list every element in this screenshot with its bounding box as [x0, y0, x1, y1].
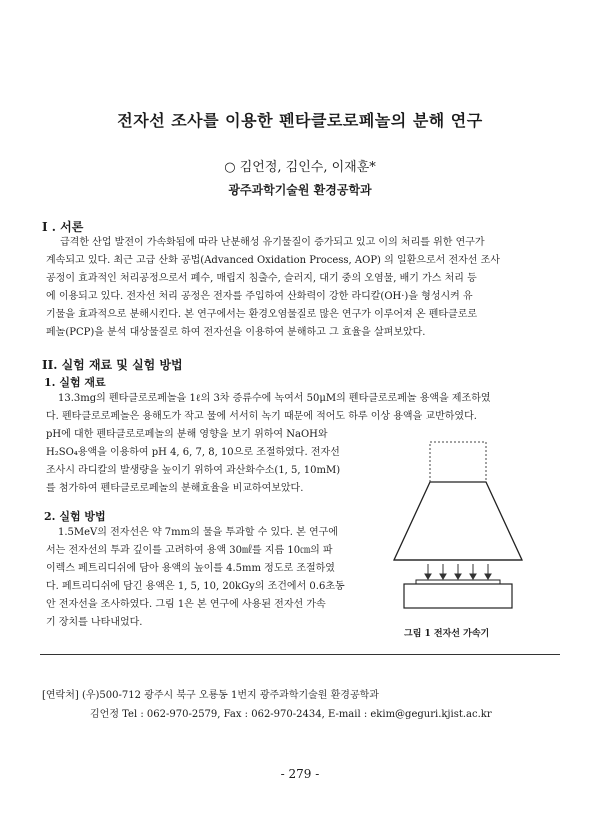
- section-1-heading: I . 서론: [42, 220, 84, 234]
- intro-line: 공정이 효과적인 처리공정으로서 폐수, 매립지 침출수, 슬러지, 대기 중의 오염물, 배기 가스 처리 등: [46, 273, 477, 284]
- accelerator-figure: [388, 440, 528, 610]
- section-2-heading: II. 실험 재료 및 실험 방법: [42, 358, 183, 372]
- beam-arrows: [425, 564, 491, 579]
- intro-line: 에 이용되고 있다. 전자선 처리 공정은 전자를 주입하여 산화력이 강한 라디칼(OH·)을 형성시켜 유: [46, 291, 473, 302]
- intro-line: 페놀(PCP)을 분석 대상물질로 하여 전자선을 이용하여 분해하고 그 효율을 살펴보았다.: [46, 327, 426, 338]
- contact-address: [연락처] (우)500-712 광주시 북구 오룡동 1번지 광주과학기술원 환경공학과: [42, 690, 379, 701]
- subsection-materials-heading: 1. 실험 재료: [44, 376, 106, 389]
- methods-line: 다. 페트리디쉬에 담긴 용액은 1, 5, 10, 20kGy의 조건에서 0.6초동: [46, 581, 345, 592]
- subsection-methods-heading: 2. 실험 방법: [44, 510, 106, 523]
- materials-line: 조사시 라디칼의 발생량을 높이기 위하여 과산화수소(1, 5, 10mM): [46, 465, 341, 476]
- conveyor-stage: [404, 584, 512, 608]
- methods-line: 기 장치를 나타내었다.: [46, 617, 143, 628]
- scan-horn: [394, 482, 522, 560]
- materials-line: pH에 대한 펜타클로로페놀의 분해 영향을 보기 위하여 NaOH와: [46, 429, 328, 440]
- intro-line: 급격한 산업 발전이 가속화됨에 따라 난분해성 유기물질이 증가되고 있고 이의 처리를 위한 연구가: [60, 237, 485, 248]
- intro-line: 계속되고 있다. 최근 고급 산화 공법(Advanced Oxidation Process, AOP) 의 일환으로서 전자선 조사: [46, 255, 500, 266]
- materials-line: 다. 펜타클로로페놀은 용해도가 작고 물에 서서히 녹기 때문에 적어도 하루 이상 용액을 교반하였다.: [46, 411, 477, 422]
- methods-line: 1.5MeV의 전자선은 약 7mm의 물을 투과할 수 있다. 본 연구에: [58, 527, 338, 538]
- figure-caption: 그림 1 전자선 가속기: [404, 629, 490, 639]
- materials-line: 를 첨가하여 펜타클로로페놀의 분해효율을 비교하여보았다.: [46, 483, 304, 494]
- paper-title: 전자선 조사를 이용한 펜타클로로페놀의 분해 연구: [117, 111, 483, 130]
- page-number: - 279 -: [280, 767, 320, 781]
- methods-line: 서는 전자선의 투과 깊이를 고려하여 용액 30㎖를 지름 10㎝의 파: [46, 545, 333, 556]
- materials-line: H₂SO₄용액을 이용하여 pH 4, 6, 7, 8, 10으로 조절하였다. 전자선: [46, 447, 340, 458]
- materials-line: 13.3mg의 펜타클로로페놀을 1ℓ의 3차 증류수에 녹여서 50μM의 펜타클로로페놀 용액을 제조하였: [58, 393, 491, 404]
- contact-details: 김언정 Tel : 062-970-2579, Fax : 062-970-2434, E-mail : ekim@geguri.kjist.ac.kr: [90, 709, 492, 720]
- intro-line: 기물을 효과적으로 분해시킨다. 본 연구에서는 환경오염물질로 많은 연구가 이루어져 온 펜타클로로: [46, 309, 478, 320]
- footer-divider: [40, 654, 560, 655]
- author-list: ○ 김언정, 김인수, 이재훈*: [224, 160, 376, 175]
- accelerator-tube: [430, 442, 486, 482]
- methods-line: 이렉스 페트리디쉬에 담아 용액의 높이를 4.5mm 정도로 조절하였: [46, 563, 335, 574]
- affiliation: 광주과학기술원 환경공학과: [228, 183, 372, 197]
- methods-line: 안 전자선을 조사하였다. 그림 1은 본 연구에 사용된 전자선 가속: [46, 599, 326, 610]
